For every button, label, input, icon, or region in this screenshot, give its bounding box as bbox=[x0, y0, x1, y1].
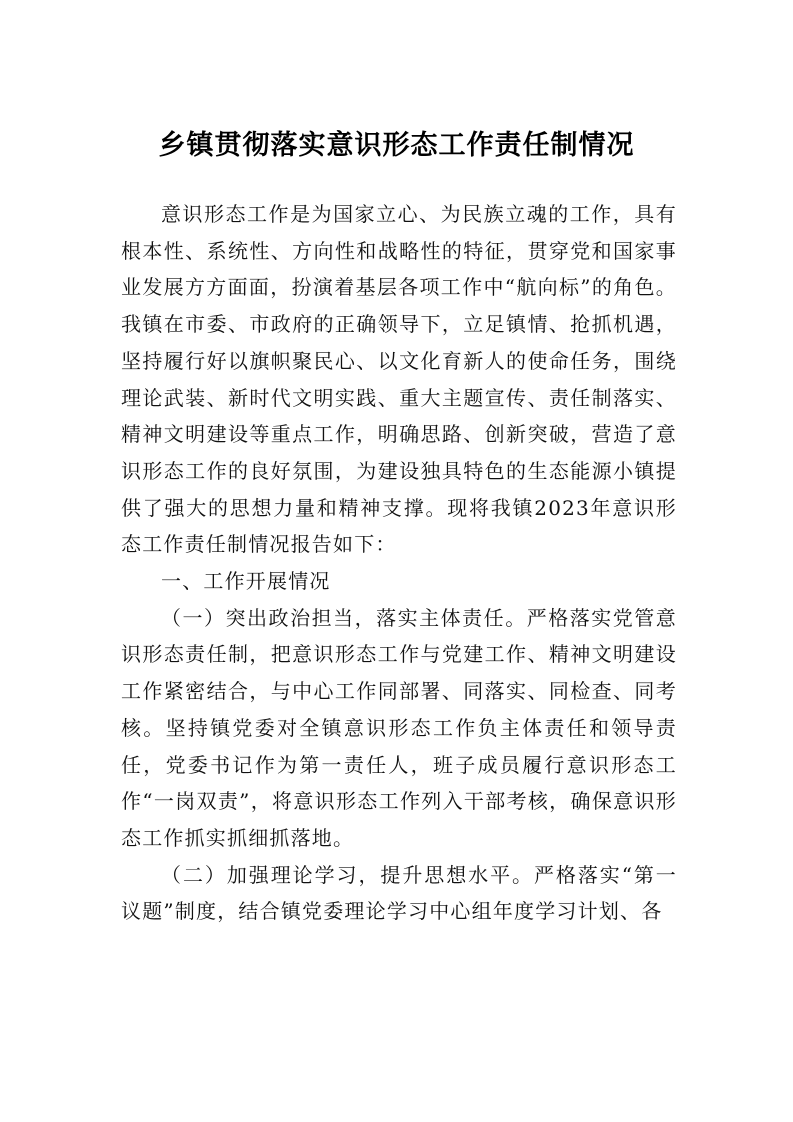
paragraph-theory-study: （二）加强理论学习，提升思想水平。严格落实“第一议题”制度，结合镇党委理论学习中心组年度学习计划、各 bbox=[121, 862, 677, 924]
section-heading-work-progress: 一、工作开展情况 bbox=[161, 569, 331, 594]
document-body bbox=[121, 196, 677, 930]
paragraph-political-responsibility: （一）突出政治担当，落实主体责任。严格落实党管意识形态责任制，把意识形态工作与党建工作、精神文明建设工作紧密结合，与中心工作同部署、同落实、同检查、同考核。坚持镇党委对全镇意识形态工作负主体责任和领导责任，党委书记作为第一责任人，班子成员履行意识形态工作“一岗双责”，将意识形态工作列入干部考核，确保意识形态工作抓实抓细抓落地。 bbox=[121, 605, 677, 850]
document-title: 乡镇贯彻落实意识形态工作责任制情况 bbox=[158, 130, 635, 161]
paragraph-intro: 意识形态工作是为国家立心、为民族立魂的工作，具有根本性、系统性、方向性和战略性的特征，贯穿党和国家事业发展方方面面，扮演着基层各项工作中“航向标”的角色。我镇在市委、市政府的正确领导下，立足镇情、抢抓机遇，坚持履行好以旗帜聚民心、以文化育新人的使命任务，围绕理论武装、新时代文明实践、重大主题宣传、责任制落实、精神文明建设等重点工作，明确思路、创新突破，营造了意识形态工作的良好氛围，为建设独具特色的生态能源小镇提供了强大的思想力量和精神支撑。现将我镇2023年意识形态工作责任制情况报告如下： bbox=[121, 202, 677, 557]
